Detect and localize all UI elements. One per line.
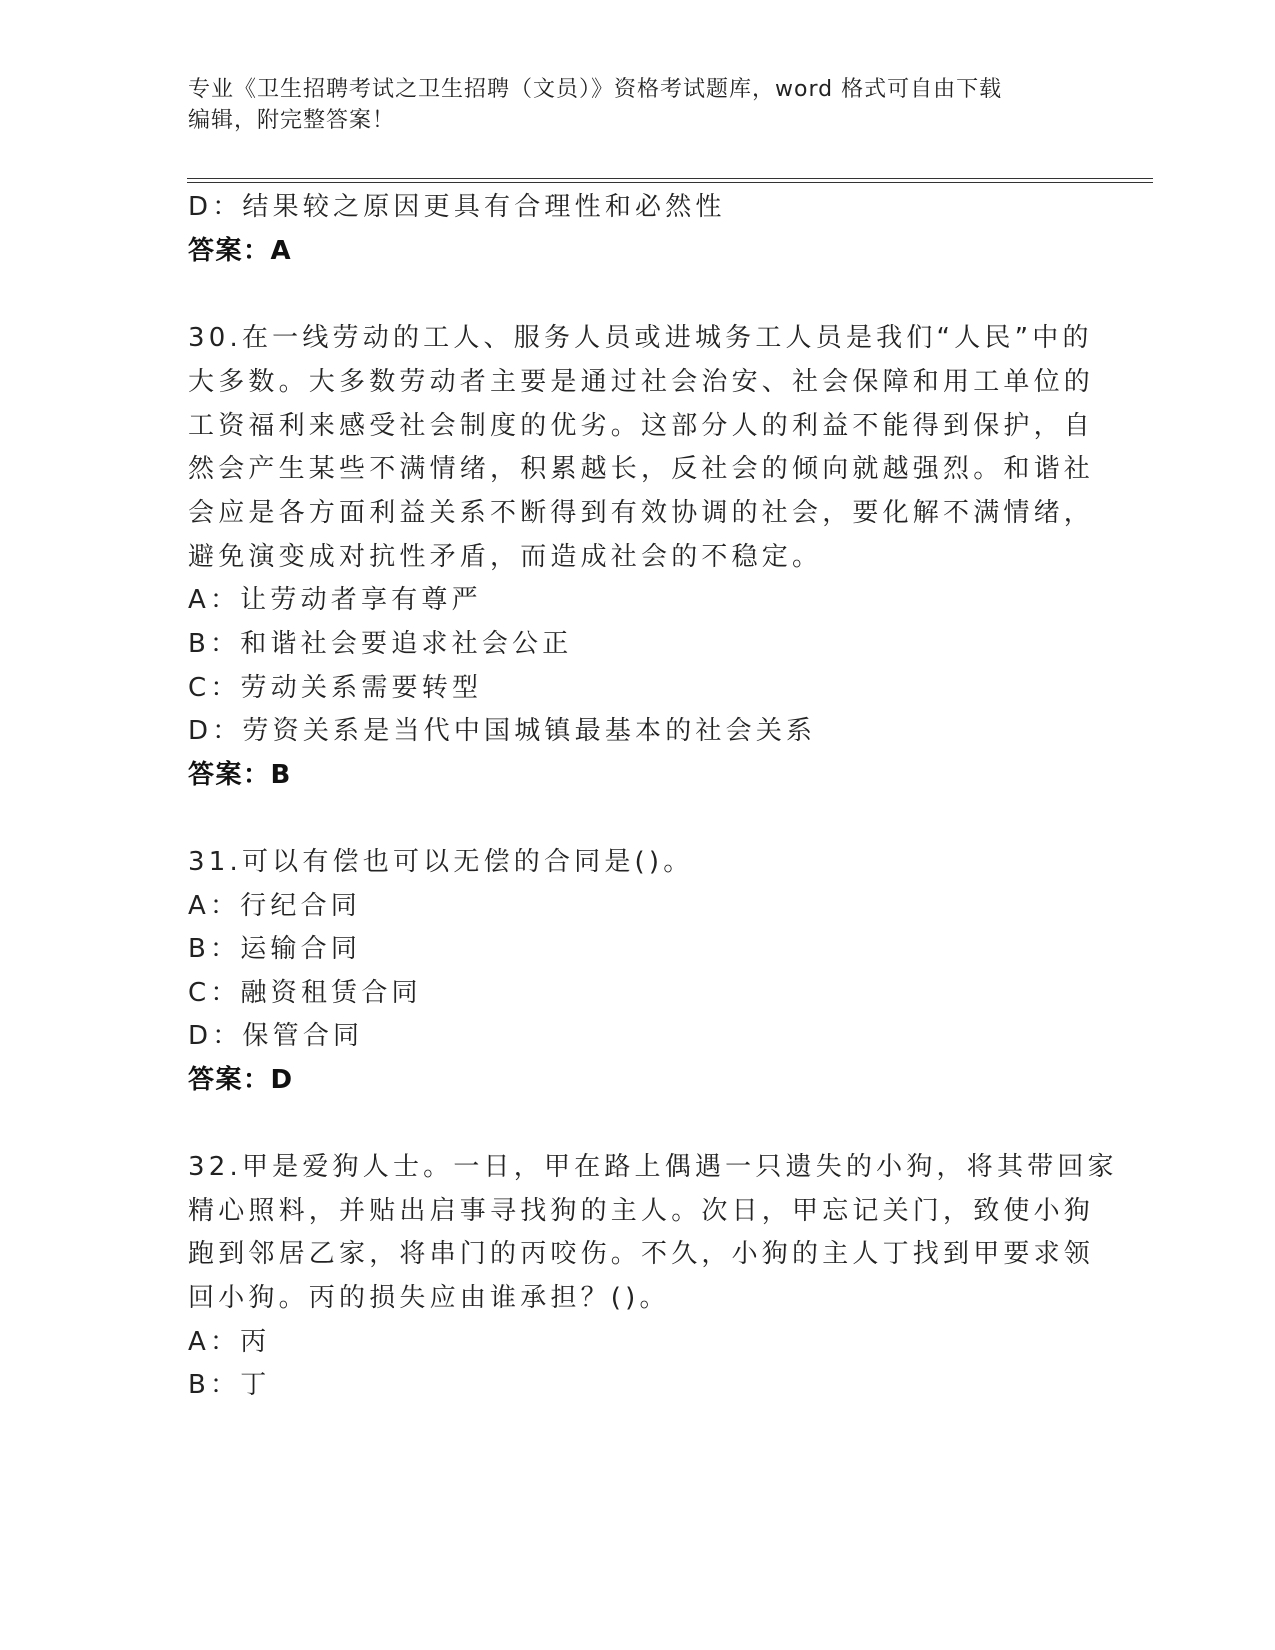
header-divider-top [187, 178, 1153, 179]
question-31-option-d: D：保管合同 [188, 1021, 364, 1051]
header-divider-bottom [187, 182, 1153, 183]
question-31-answer: 答案：D [188, 1065, 294, 1095]
question-30-option-a: A：让劳动者享有尊严 [188, 585, 482, 615]
question-30-answer: 答案：B [188, 760, 292, 790]
question-30-line: 然会产生某些不满情绪，积累越长，反社会的倾向就越强烈。和谐社 [188, 454, 1095, 484]
question-32-line: 回小狗。丙的损失应由谁承担？()。 [188, 1283, 670, 1313]
question-30-line: 工资福利来感受社会制度的优劣。这部分人的利益不能得到保护，自 [188, 411, 1095, 441]
question-32-option-a: A：丙 [188, 1327, 271, 1357]
question-31-option-b: B：运输合同 [188, 934, 362, 964]
question-32-line: 精心照料，并贴出启事寻找狗的主人。次日，甲忘记关门，致使小狗 [188, 1196, 1095, 1226]
question-31-line: 31.可以有偿也可以无偿的合同是()。 [188, 847, 694, 877]
question-30-option-d: D：劳资关系是当代中国城镇最基本的社会关系 [188, 716, 817, 746]
question-30-option-b: B：和谐社会要追求社会公正 [188, 629, 573, 659]
question-31-option-a: A：行纪合同 [188, 891, 361, 921]
prev-option-d: D：结果较之原因更具有合理性和必然性 [188, 192, 726, 222]
header-line-1: 专业《卫生招聘考试之卫生招聘（文员）》资格考试题库，word 格式可自由下载 [188, 77, 1003, 102]
question-32-line: 32.甲是爱狗人士。一日，甲在路上偶遇一只遗失的小狗，将其带回家 [188, 1152, 1118, 1182]
prev-answer: 答案：A [188, 236, 293, 266]
document-header [188, 74, 1088, 136]
question-30-line: 会应是各方面利益关系不断得到有效协调的社会，要化解不满情绪， [188, 498, 1095, 528]
question-32-line: 跑到邻居乙家，将串门的丙咬伤。不久，小狗的主人丁找到甲要求领 [188, 1239, 1095, 1269]
question-30-option-c: C：劳动关系需要转型 [188, 673, 483, 703]
question-30-line: 大多数。大多数劳动者主要是通过社会治安、社会保障和用工单位的 [188, 367, 1095, 397]
question-31-option-c: C：融资租赁合同 [188, 978, 422, 1008]
header-line-2: 编辑，附完整答案！ [188, 108, 396, 133]
question-32-option-b: B：丁 [188, 1370, 271, 1400]
question-30-line: 30.在一线劳动的工人、服务人员或进城务工人员是我们“人民”中的 [188, 323, 1093, 353]
question-30-line: 避免演变成对抗性矛盾，而造成社会的不稳定。 [188, 542, 823, 572]
